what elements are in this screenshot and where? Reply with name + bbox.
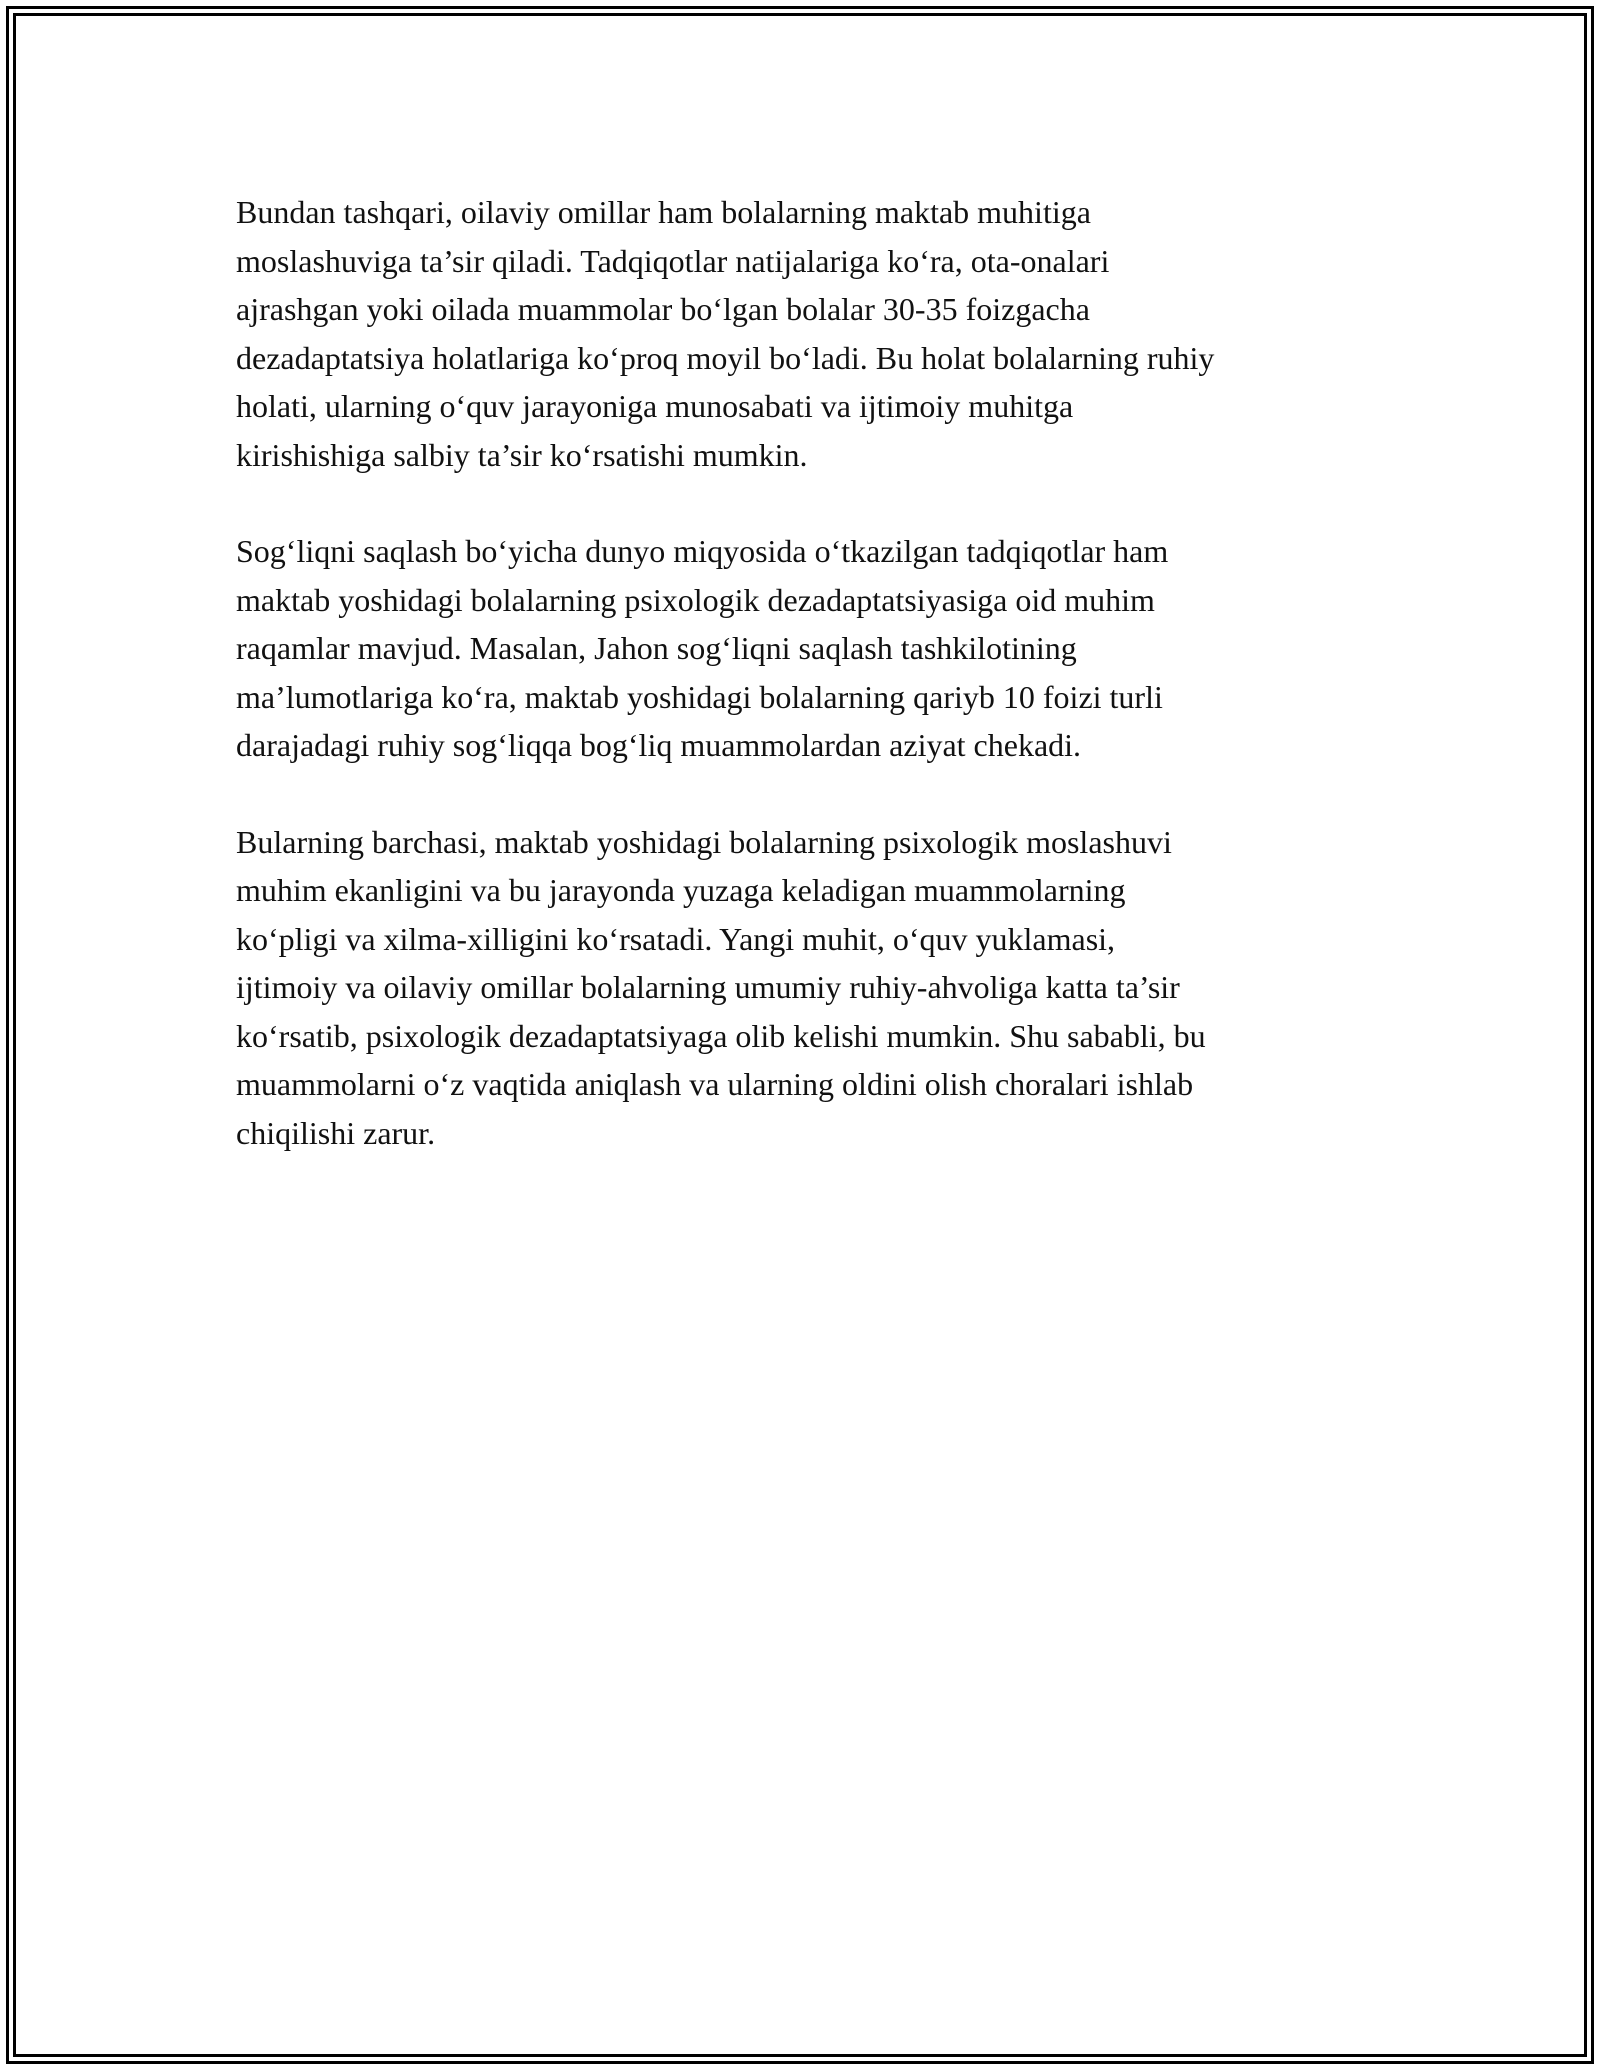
text-line: ko‘rsatib, psixologik dezadaptatsiyaga olib kelishi mumkin. Shu sababli, bu bbox=[236, 1017, 1206, 1054]
paragraph-conclusion bbox=[236, 818, 1376, 1158]
text-line: Bundan tashqari, oilaviy omillar ham bolalarning maktab muhitiga bbox=[236, 194, 1091, 230]
text-line: ko‘pligi va xilma-xilligini ko‘rsatadi. Yangi muhit, o‘quv yuklamasi, bbox=[236, 920, 1116, 957]
text-line: maktab yoshidagi bolalarning psixologik dezadaptatsiyasiga oid muhim bbox=[236, 581, 1155, 618]
text-line: muammolarni o‘z vaqtida aniqlash va ularning oldini olish choralari ishlab bbox=[236, 1066, 1194, 1102]
text-line: ijtimoiy va oilaviy omillar bolalarning umumiy ruhiy-ahvoliga katta ta’sir bbox=[236, 969, 1180, 1005]
text-line: Sog‘liqni saqlash bo‘yicha dunyo miqyosida o‘tkazilgan tadqiqotlar ham bbox=[236, 533, 1169, 569]
document-body bbox=[236, 188, 1376, 1205]
text-line: ma’lumotlariga ko‘ra, maktab yoshidagi bolalarning qariyb 10 foizi turli bbox=[236, 678, 1163, 715]
text-line: raqamlar mavjud. Masalan, Jahon sog‘liqni saqlash tashkilotining bbox=[236, 630, 1077, 666]
text-line: holati, ularning o‘quv jarayoniga munosabati va ijtimoiy muhitga bbox=[236, 388, 1074, 424]
text-line: darajadagi ruhiy sog‘liqqa bog‘liq muammolardan aziyat chekadi. bbox=[236, 727, 1082, 763]
paragraph-health-research bbox=[236, 527, 1376, 770]
text-line: muhim ekanligini va bu jarayonda yuzaga keladigan muammolarning bbox=[236, 872, 1126, 908]
text-line: dezadaptatsiya holatlariga ko‘proq moyil bo‘ladi. Bu holat bolalarning ruhiy bbox=[236, 339, 1215, 376]
text-line: chiqilishi zarur. bbox=[236, 1114, 436, 1151]
text-line: Bularning barchasi, maktab yoshidagi bolalarning psixologik moslashuvi bbox=[236, 823, 1172, 860]
text-line: ajrashgan yoki oilada muammolar bo‘lgan bolalar 30-35 foizgacha bbox=[236, 291, 1090, 327]
paragraph-family-factors bbox=[236, 188, 1376, 479]
text-line: kirishishiga salbiy ta’sir ko‘rsatishi mumkin. bbox=[236, 436, 808, 473]
text-line: moslashuviga ta’sir qiladi. Tadqiqotlar natijalariga ko‘ra, ota-onalari bbox=[236, 242, 1110, 279]
